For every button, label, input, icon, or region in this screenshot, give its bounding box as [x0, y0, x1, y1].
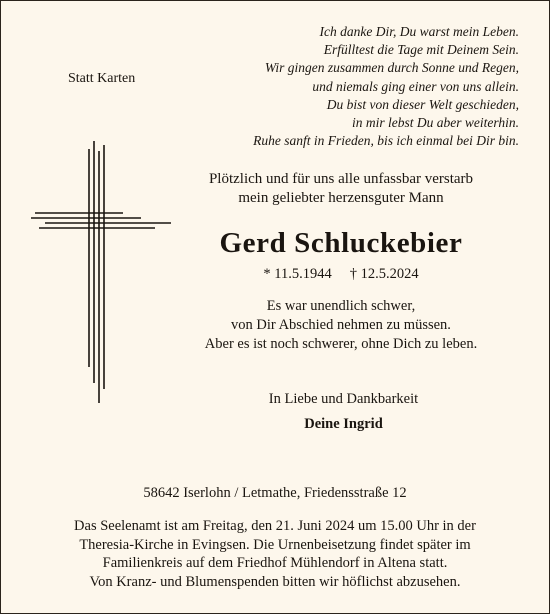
- poem: [189, 23, 519, 150]
- statt-karten-label: Statt Karten: [68, 71, 136, 86]
- poem-line: Ruhe sanft in Frieden, bis ich einmal bei Dir bin.: [253, 133, 519, 149]
- poem-line: Ich danke Dir, Du warst mein Leben.: [319, 24, 519, 39]
- love-line: In Liebe und Dankbarkeit: [268, 391, 419, 407]
- intro-line: mein geliebter herzensguter Mann: [238, 190, 444, 206]
- address: 58642 Iserlohn / Letmathe, Friedensstraße 12: [143, 485, 407, 501]
- verse-line: Es war unendlich schwer,: [266, 298, 416, 314]
- cross-icon: [31, 141, 171, 403]
- notice-line: Das Seelenamt ist am Freitag, den 21. Juni 2024 um 15.00 Uhr in der: [74, 518, 476, 534]
- service-notice: [21, 517, 529, 591]
- poem-line: Wir gingen zusammen durch Sonne und Regen,: [264, 60, 519, 76]
- death-date: † 12.5.2024: [349, 266, 419, 282]
- life-dates: [201, 265, 481, 283]
- verse-line: Aber es ist noch schwerer, ohne Dich zu leben.: [204, 336, 478, 352]
- poem-line: und niemals ging einer von uns allein.: [312, 78, 519, 94]
- love-block: [201, 389, 486, 434]
- notice-line: Von Kranz- und Blumenspenden bitten wir höflichst abzusehen.: [89, 573, 461, 590]
- farewell-verse: [181, 297, 501, 354]
- notice-line: Theresia-Kirche in Evingsen. Die Urnenbeisetzung findet später im: [79, 536, 471, 553]
- poem-line: in mir lebst Du aber weiterhin.: [352, 115, 519, 131]
- verse-line: von Dir Abschied nehmen zu müssen.: [231, 317, 451, 333]
- birth-date: * 11.5.1944: [263, 266, 332, 282]
- signature: Deine Ingrid: [304, 416, 383, 432]
- notice-line: Familienkreis auf dem Friedhof Mühlendorf in Altena statt.: [102, 555, 448, 572]
- deceased-name: Gerd Schluckebier: [219, 227, 463, 259]
- poem-line: Erfülltest die Tage mit Deinem Sein.: [323, 42, 519, 58]
- intro-text: [201, 170, 481, 208]
- intro-line: Plötzlich und für uns alle unfassbar verstarb: [208, 171, 474, 187]
- poem-line: Du bist von dieser Welt geschieden,: [326, 96, 519, 112]
